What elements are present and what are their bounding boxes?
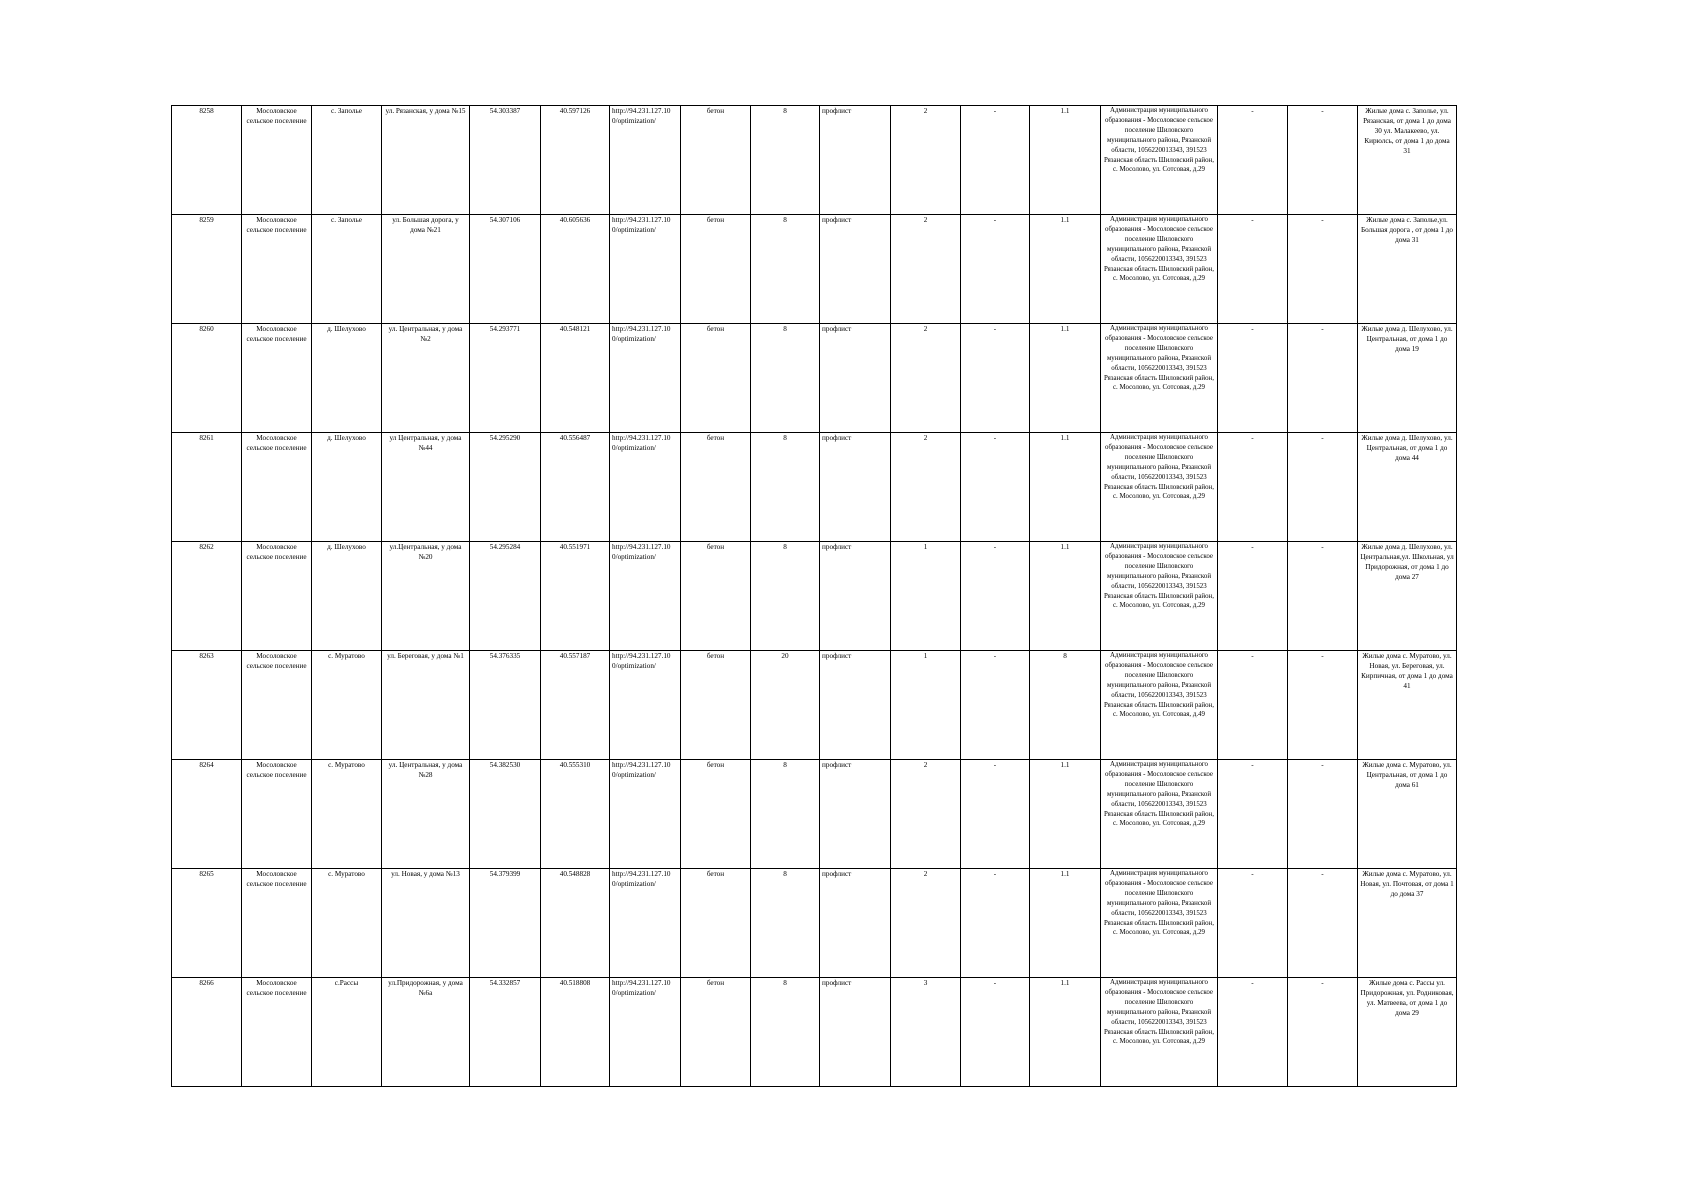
cell-containers: 2 [891,869,961,978]
cell-volume: 8 [1030,651,1101,760]
cell-surface: бетон [681,542,751,651]
cell-lon: 40.548828 [541,869,610,978]
cell-locality: д. Шелухово [312,324,382,433]
cell-area: 8 [751,324,820,433]
cell-lon: 40.555310 [541,760,610,869]
cell-lat: 54.303387 [470,106,541,215]
cell-volume: 1.1 [1030,869,1101,978]
cell-fence: профлист [820,978,891,1087]
cell-volume: 1.1 [1030,433,1101,542]
cell-volume: 1.1 [1030,324,1101,433]
cell-locality: с. Муратово [312,651,382,760]
cell-volume: 1.1 [1030,106,1101,215]
cell-col16: - [1288,542,1358,651]
cell-volume: 1.1 [1030,978,1101,1087]
cell-id: 8262 [172,542,242,651]
cell-url: http://94.231.127.10 0/optimization/ [610,433,681,542]
table-row [172,978,1457,1087]
cell-settlement: Мосоловское сельское поселение [242,651,312,760]
cell-col16: - [1288,215,1358,324]
cell-lat: 54.376335 [470,651,541,760]
cell-planned: - [961,215,1030,324]
cell-locality: с. Муратово [312,869,382,978]
cell-owner: Администрация муниципального образования - Мосоловское сельское поселение Шиловского муниципального района, Рязанской области, 1056220013343, 391523 Рязанская область Шиловский район, с. Мосолово, ул. Сотсовая, д.29 [1101,978,1218,1087]
cell-col15: - [1218,542,1288,651]
cell-planned: - [961,106,1030,215]
cell-lat: 54.332857 [470,978,541,1087]
cell-surface: бетон [681,106,751,215]
cell-containers: 2 [891,760,961,869]
cell-planned: - [961,978,1030,1087]
cell-notes: Жилые дома с. Заполье, ул. Рязанская, от дома 1 до дома 30 ул. Малакеево, ул. Кирюлсь, от дома 1 до дома 31 [1358,106,1457,215]
cell-volume: 1.1 [1030,542,1101,651]
cell-volume: 1.1 [1030,215,1101,324]
cell-id: 8264 [172,760,242,869]
cell-fence: профлист [820,869,891,978]
cell-containers: 3 [891,978,961,1087]
cell-lon: 40.548121 [541,324,610,433]
cell-containers: 2 [891,324,961,433]
cell-owner: Администрация муниципального образования - Мосоловское сельское поселение Шиловского муниципального района, Рязанской области, 1056220013343, 391523 Рязанская область Шиловский район, с. Мосолово, ул. Сотсовая, д.29 [1101,760,1218,869]
cell-lon: 40.605636 [541,215,610,324]
cell-notes: Жилые дома с. Муратово, ул. Центральная, от дома 1 до дома 61 [1358,760,1457,869]
cell-locality: с.Рассы [312,978,382,1087]
cell-settlement: Мосоловское сельское поселение [242,978,312,1087]
cell-address: ул Центральная, у дома №44 [382,433,470,542]
waste-sites-table [171,105,1457,1087]
cell-url: http://94.231.127.10 0/optimization/ [610,651,681,760]
cell-id: 8261 [172,433,242,542]
cell-lat: 54.295290 [470,433,541,542]
cell-area: 8 [751,433,820,542]
cell-notes: Жилые дома д. Шелухово, ул. Центральная,ул. Школьная, ул Придорожная, от дома 1 до дома 27 [1358,542,1457,651]
cell-fence: профлист [820,324,891,433]
cell-notes: Жилые дома с. Рассы ул. Придорожная, ул. Родниковая, ул. Матвеева, от дома 1 до дома 29 [1358,978,1457,1087]
table-row [172,106,1457,215]
cell-locality: с. Муратово [312,760,382,869]
cell-surface: бетон [681,215,751,324]
cell-col15: - [1218,433,1288,542]
cell-owner: Администрация муниципального образования - Мосоловское сельское поселение Шиловского муниципального района, Рязанской области, 1056220013343, 391523 Рязанская область Шиловский район, с. Мосолово, ул. Сотсовая, д.49 [1101,651,1218,760]
cell-planned: - [961,324,1030,433]
cell-notes: Жилые дома д. Шелухово, ул. Центральная, от дома 1 до дома 19 [1358,324,1457,433]
cell-lon: 40.518808 [541,978,610,1087]
cell-address: ул.Центральная, у дома №20 [382,542,470,651]
cell-id: 8258 [172,106,242,215]
cell-address: ул. Центральная, у дома №28 [382,760,470,869]
cell-address: ул. Центральная, у дома №2 [382,324,470,433]
cell-id: 8266 [172,978,242,1087]
cell-col16: - [1288,760,1358,869]
cell-settlement: Мосоловское сельское поселение [242,542,312,651]
cell-area: 8 [751,106,820,215]
cell-locality: с. Заполье [312,215,382,324]
cell-col15: - [1218,869,1288,978]
cell-col16: - [1288,869,1358,978]
cell-lon: 40.556487 [541,433,610,542]
cell-owner: Администрация муниципального образования - Мосоловское сельское поселение Шиловского муниципального района, Рязанской области, 1056220013343, 391523 Рязанская область Шиловский район, с. Мосолово, ул. Сотсовая, д.29 [1101,324,1218,433]
cell-url: http://94.231.127.10 0/optimization/ [610,978,681,1087]
table-row [172,324,1457,433]
cell-id: 8259 [172,215,242,324]
cell-containers: 1 [891,651,961,760]
cell-url: http://94.231.127.10 0/optimization/ [610,869,681,978]
cell-owner: Администрация муниципального образования - Мосоловское сельское поселение Шиловского муниципального района, Рязанской области, 1056220013343, 391523 Рязанская область Шиловский район, с. Мосолово, ул. Сотсовая, д.29 [1101,215,1218,324]
cell-fence: профлист [820,651,891,760]
cell-col15: - [1218,651,1288,760]
cell-area: 8 [751,869,820,978]
cell-fence: профлист [820,106,891,215]
cell-planned: - [961,651,1030,760]
cell-col15: - [1218,215,1288,324]
cell-lat: 54.307106 [470,215,541,324]
cell-surface: бетон [681,324,751,433]
cell-area: 8 [751,542,820,651]
cell-url: http://94.231.127.10 0/optimization/ [610,760,681,869]
cell-fence: профлист [820,760,891,869]
cell-owner: Администрация муниципального образования - Мосоловское сельское поселение Шиловского муниципального района, Рязанской области, 1056220013343, 391523 Рязанская область Шиловский район, с. Мосолово, ул. Сотсовая, д.29 [1101,542,1218,651]
cell-owner: Администрация муниципального образования - Мосоловское сельское поселение Шиловского муниципального района, Рязанской области, 1056220013343, 391523 Рязанская область Шиловский район, с. Мосолово, ул. Сотсовая, д.29 [1101,106,1218,215]
cell-notes: Жилые дома д. Шелухово, ул. Центральная, от дома 1 до дома 44 [1358,433,1457,542]
cell-address: ул.Придорожная, у дома №6а [382,978,470,1087]
cell-url: http://94.231.127.10 0/optimization/ [610,106,681,215]
cell-col15: - [1218,978,1288,1087]
cell-address: ул. Рязанская, у дома №15 [382,106,470,215]
cell-settlement: Мосоловское сельское поселение [242,106,312,215]
cell-containers: 1 [891,542,961,651]
cell-locality: д. Шелухово [312,542,382,651]
cell-containers: 2 [891,433,961,542]
cell-lon: 40.557187 [541,651,610,760]
cell-area: 20 [751,651,820,760]
cell-settlement: Мосоловское сельское поселение [242,433,312,542]
cell-surface: бетон [681,978,751,1087]
cell-lon: 40.597126 [541,106,610,215]
cell-url: http://94.231.127.10 0/optimization/ [610,542,681,651]
cell-fence: профлист [820,215,891,324]
cell-notes: Жилые дома с. Муратово, ул. Новая, ул. Почтовая, от дома 1 до дома 37 [1358,869,1457,978]
cell-lat: 54.295284 [470,542,541,651]
cell-settlement: Мосоловское сельское поселение [242,324,312,433]
cell-lon: 40.551971 [541,542,610,651]
cell-locality: с. Заполье [312,106,382,215]
cell-settlement: Мосоловское сельское поселение [242,869,312,978]
cell-address: ул. Большая дорога, у дома №21 [382,215,470,324]
cell-address: ул. Береговая, у дома №1 [382,651,470,760]
cell-containers: 2 [891,106,961,215]
cell-lat: 54.382530 [470,760,541,869]
cell-id: 8265 [172,869,242,978]
cell-lat: 54.293771 [470,324,541,433]
cell-url: http://94.231.127.10 0/optimization/ [610,215,681,324]
cell-surface: бетон [681,433,751,542]
table-body [172,106,1457,1087]
cell-fence: профлист [820,433,891,542]
cell-planned: - [961,433,1030,542]
cell-owner: Администрация муниципального образования - Мосоловское сельское поселение Шиловского муниципального района, Рязанской области, 1056220013343, 391523 Рязанская область Шиловский район, с. Мосолово, ул. Сотсовая, д.29 [1101,869,1218,978]
cell-fence: профлист [820,542,891,651]
cell-col16: - [1288,106,1358,215]
cell-lat: 54.379399 [470,869,541,978]
cell-col16: - [1288,651,1358,760]
cell-address: ул. Новая, у дома №13 [382,869,470,978]
cell-surface: бетон [681,869,751,978]
cell-col16: - [1288,433,1358,542]
cell-url: http://94.231.127.10 0/optimization/ [610,324,681,433]
cell-col15: - [1218,106,1288,215]
table-row [172,215,1457,324]
cell-settlement: Мосоловское сельское поселение [242,760,312,869]
cell-col15: - [1218,760,1288,869]
cell-col15: - [1218,324,1288,433]
cell-containers: 2 [891,215,961,324]
cell-locality: д. Шелухово [312,433,382,542]
cell-notes: Жилые дома с. Муратово, ул. Новая, ул. Береговая, ул. Кирпичная, от дома 1 до дома 41 [1358,651,1457,760]
table-row [172,433,1457,542]
table-row [172,869,1457,978]
cell-id: 8263 [172,651,242,760]
cell-planned: - [961,760,1030,869]
cell-id: 8260 [172,324,242,433]
cell-planned: - [961,542,1030,651]
cell-surface: бетон [681,651,751,760]
cell-area: 8 [751,978,820,1087]
table-row [172,542,1457,651]
cell-col16: - [1288,978,1358,1087]
cell-area: 8 [751,760,820,869]
cell-area: 8 [751,215,820,324]
cell-notes: Жилые дома с. Заполье,ул. Большая дорога , от дома 1 до дома 31 [1358,215,1457,324]
table-row [172,651,1457,760]
cell-settlement: Мосоловское сельское поселение [242,215,312,324]
cell-owner: Администрация муниципального образования - Мосоловское сельское поселение Шиловского муниципального района, Рязанской области, 1056220013343, 391523 Рязанская область Шиловский район, с. Мосолово, ул. Сотсовая, д.29 [1101,433,1218,542]
table-row [172,760,1457,869]
cell-surface: бетон [681,760,751,869]
cell-planned: - [961,869,1030,978]
cell-col16: - [1288,324,1358,433]
cell-volume: 1.1 [1030,760,1101,869]
